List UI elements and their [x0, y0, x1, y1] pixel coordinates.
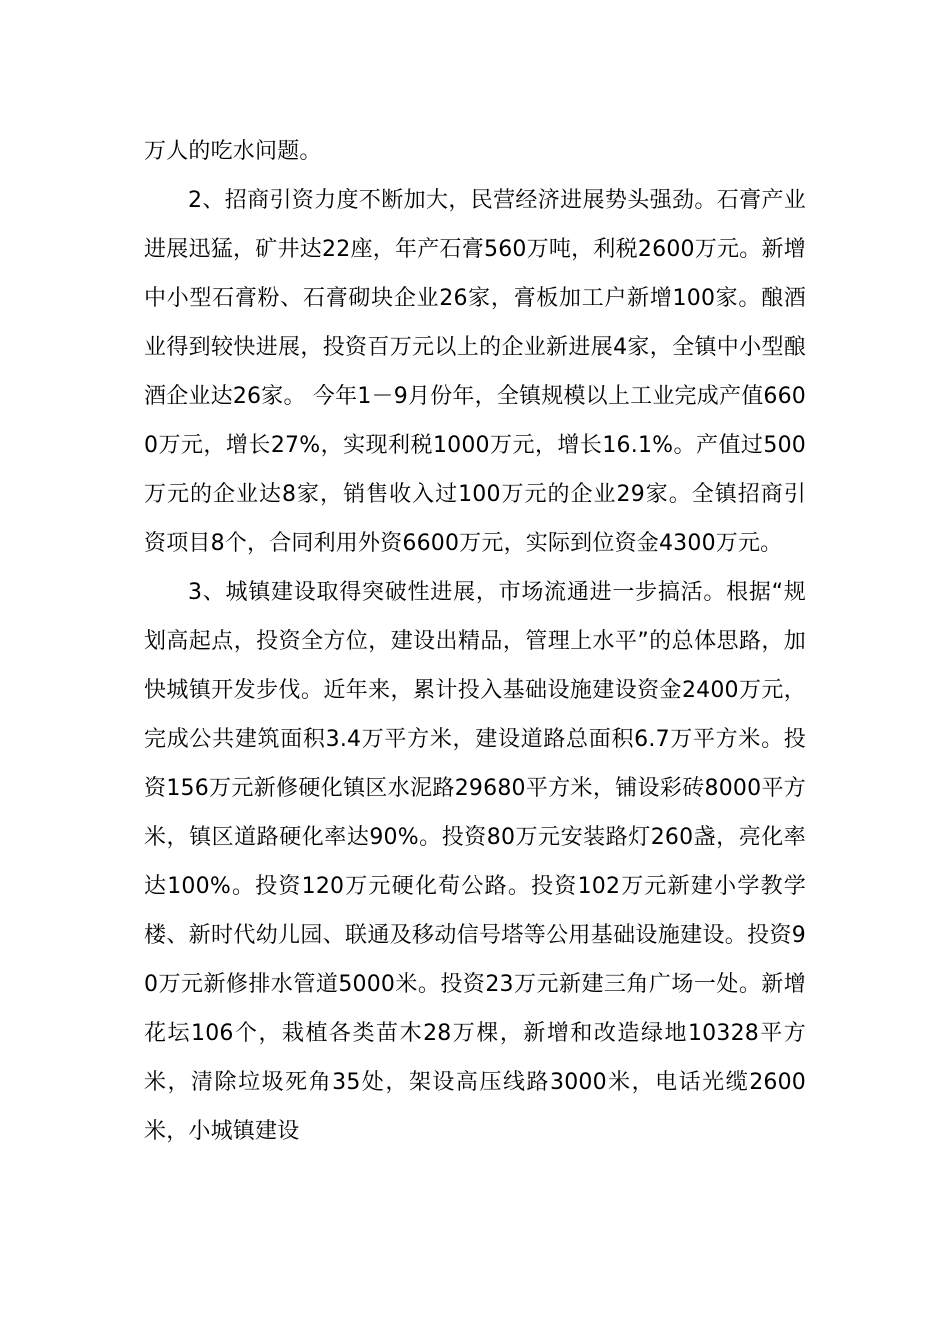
document-body: [144, 127, 806, 1156]
paragraph-town-construction: 3、城镇建设取得突破性进展，市场流通进一步搞活。根据“规划高起点，投资全方位，建设出精品，管理上水平”的总体思路，加快城镇开发步伐。近年来，累计投入基础设施建设资金2400万元，完成公共建筑面积3.4万平方米，建设道路总面积6.7万平方米。投资156万元新修硬化镇区水泥路29680平方米，铺设彩砖8000平方米，镇区道路硬化率达90%。投资80万元安装路灯260盏，亮化率达100%。投资120万元硬化荀公路。投资102万元新建小学教学楼、新时代幼儿园、联通及移动信号塔等公用基础设施建设。投资90万元新修排水管道5000米。投资23万元新建三角广场一处。新增花坛106个，栽植各类苗木28万棵，新增和改造绿地10328平方米，清除垃圾死角35处，架设高压线路3000米，电话光缆2600米，小城镇建设: [144, 580, 806, 1144]
paragraph-continuation: 万人的吃水问题。: [144, 139, 322, 164]
paragraph-investment: 2、招商引资力度不断加大，民营经济进展势头强劲。石膏产业进展迅猛，矿井达22座，年产石膏560万吨，利税2600万元。新增中小型石膏粉、石膏砌块企业26家，膏板加工户新增100家。酿酒业得到较快进展，投资百万元以上的企业新进展4家，全镇中小型酿酒企业达26家。 今年1－9月份年，全镇规模以上工业完成产值6600万元，增长27%，实现利税1000万元，增长16.1%。产值过500万元的企业达8家，销售收入过100万元的企业29家。全镇招商引资项目8个，合同利用外资6600万元，实际到位资金4300万元。: [144, 188, 806, 556]
